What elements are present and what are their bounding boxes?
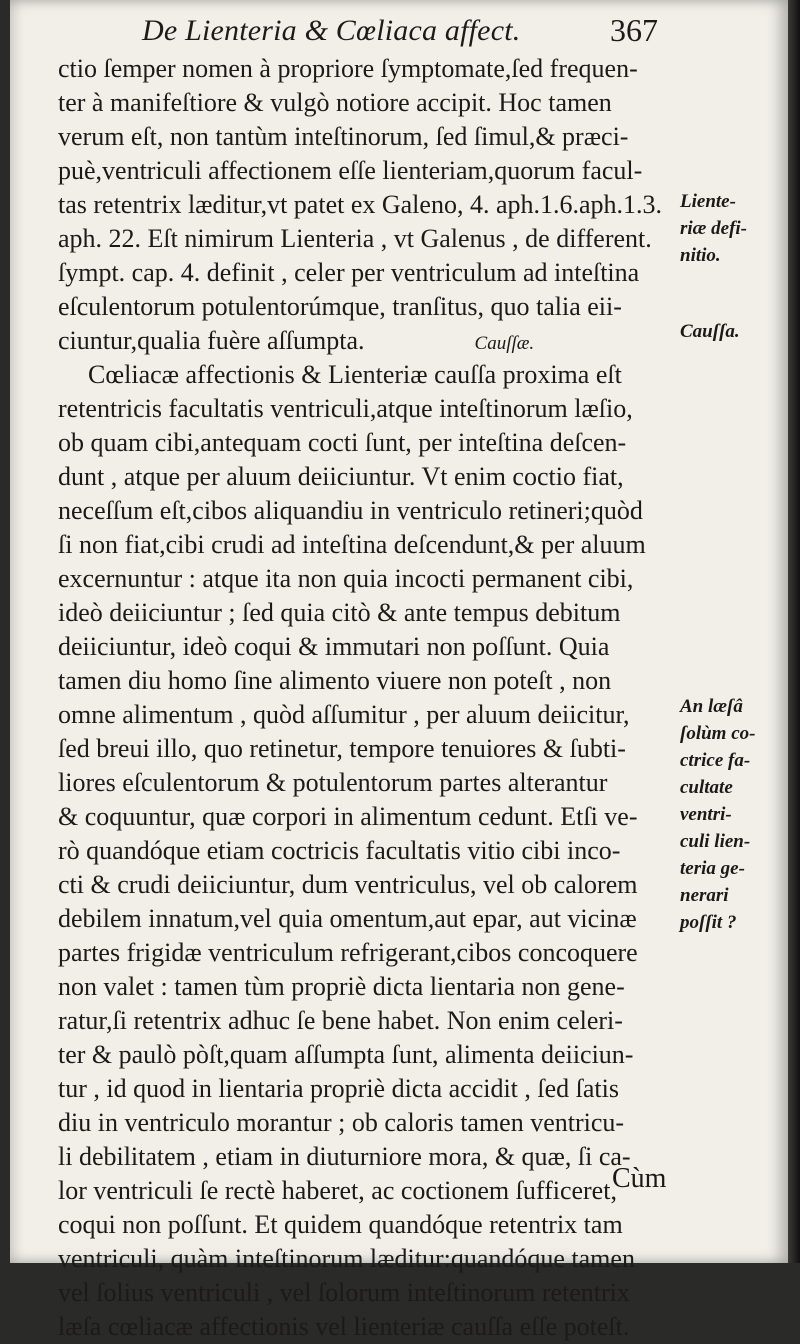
- text-line: vel ſolius ventriculi , vel ſolorum inteſtinorum retentrix: [58, 1278, 630, 1307]
- text-line: deiiciuntur, ideò coqui & immutari non poſſunt. Quia: [58, 632, 610, 661]
- text-line: læſa cœliacæ affectionis vel lienteriæ cauſſa eſſe poteſt.: [58, 1312, 630, 1341]
- margin-note-question: An læſâ ſolùm co- ctrice fa- cultate ventri- culi lien- teria ge- nerari poſſit ?: [680, 696, 756, 933]
- text-line: ſympt. cap. 4. definit , celer per ventriculum ad inteſtina: [58, 258, 640, 287]
- text-line: tamen diu homo ſine alimento viuere non poteſt , non: [58, 666, 612, 695]
- catchword: Cùm: [612, 1163, 667, 1194]
- text-line: excernuntur : atque ita non quia incocti permanent cibi,: [58, 564, 634, 593]
- running-head: De Lienteria & Cœliaca affect.: [142, 14, 521, 47]
- text-line: cti & crudi deiiciuntur, dum ventriculus, vel ob calorem: [58, 870, 638, 899]
- text-line: li debilitatem , etiam in diuturniore mora, & quæ, ſi ca-: [58, 1142, 631, 1171]
- text-line: non valet : tamen tùm propriè dicta lientaria non gene-: [58, 972, 625, 1001]
- text-line: neceſſum eſt,cibos aliquandiu in ventriculo retineri;quòd: [58, 496, 643, 525]
- text-line: ctio ſemper nomen à propriore ſymptomate,ſed frequen-: [58, 54, 638, 83]
- text-line: partes frigidæ ventriculum refrigerant,cibos concoquere: [58, 938, 638, 967]
- text-line: ob quam cibi,antequam cocti ſunt, per inteſtina deſcen-: [58, 428, 627, 457]
- text-line: verum eſt, non tantùm inteſtinorum, ſed ſimul,& præci-: [58, 122, 629, 151]
- page-header: [10, 10, 788, 54]
- text-line: rò quandóque etiam coctricis facultatis vitio cibi inco-: [58, 836, 621, 865]
- text-line: ſi non fiat,cibi crudi ad inteſtina deſcendunt,& per aluum: [58, 530, 646, 559]
- text-line: puè,ventriculi affectionem eſſe lienteriam,quorum facul-: [58, 156, 643, 185]
- text-line: omne alimentum , quòd aſſumitur , per aluum deiicitur,: [58, 700, 630, 729]
- text-line: diu in ventriculo morantur ; ob caloris tamen ventricu-: [58, 1108, 625, 1137]
- text-line: ter & paulò pòſt,quam aſſumpta ſunt, alimenta deiiciun-: [58, 1040, 634, 1069]
- text-line: ter à manifeſtiore & vulgò notiore accipit. Hoc tamen: [58, 88, 612, 117]
- text-line: ratur,ſi retentrix adhuc ſe bene habet. Non enim celeri-: [58, 1006, 623, 1035]
- text-line: ventriculi, quàm inteſtinorum læditur:quandóque tamen: [58, 1244, 635, 1273]
- text-line: tur , id quod in lientaria propriè dicta accidit , ſed ſatis: [58, 1074, 619, 1103]
- text-line: coqui non poſſunt. Et quidem quandóque retentrix tam: [58, 1210, 623, 1239]
- text-line: ſed breui illo, quo retinetur, tempore tenuiores & ſubti-: [58, 734, 626, 763]
- text-line: debilem innatum,vel quia omentum,aut epar, aut vicinæ: [58, 904, 637, 933]
- text-line: & coquuntur, quæ corpori in alimentum cedunt. Etſi ve-: [58, 802, 638, 831]
- text-line: eſculentorum potulentorúmque, tranſitus, quo talia eii-: [58, 292, 622, 321]
- text-line: retentricis facultatis ventriculi,atque inteſtinorum læſio,: [58, 394, 633, 423]
- margin-note-causes: Cauſſa.: [680, 321, 740, 342]
- page-number: 367: [610, 12, 658, 48]
- page-edge-shadow: [788, 0, 800, 1263]
- margin-note-definition: Liente- riæ defi- nitio.: [680, 191, 748, 266]
- text-line: aph. 22. Eſt nimirum Lienteria , vt Galenus , de different.: [58, 224, 652, 253]
- text-line: lor ventriculi ſe rectè haberet, ac coctionem ſufficeret,: [58, 1176, 617, 1205]
- text-line: Cœliacæ affectionis & Lienteriæ cauſſa proxima eſt: [88, 360, 622, 389]
- book-page: [10, 0, 788, 1341]
- section-marker: Cauſſæ.: [474, 333, 535, 354]
- text-line: tas retentrix læditur,vt patet ex Galeno, 4. aph.1.6.aph.1.3.: [58, 190, 663, 219]
- text-line: dunt , atque per aluum deiiciuntur. Vt enim coctio fiat,: [58, 462, 624, 491]
- text-line: ideò deiiciuntur ; ſed quia citò & ante tempus debitum: [58, 598, 621, 627]
- text-line: ciuntur,qualia fuère aſſumpta. Cauſſæ.: [58, 324, 672, 358]
- text-line: liores eſculentorum & potulentorum partes alterantur: [58, 768, 608, 797]
- body-text: [58, 52, 672, 1344]
